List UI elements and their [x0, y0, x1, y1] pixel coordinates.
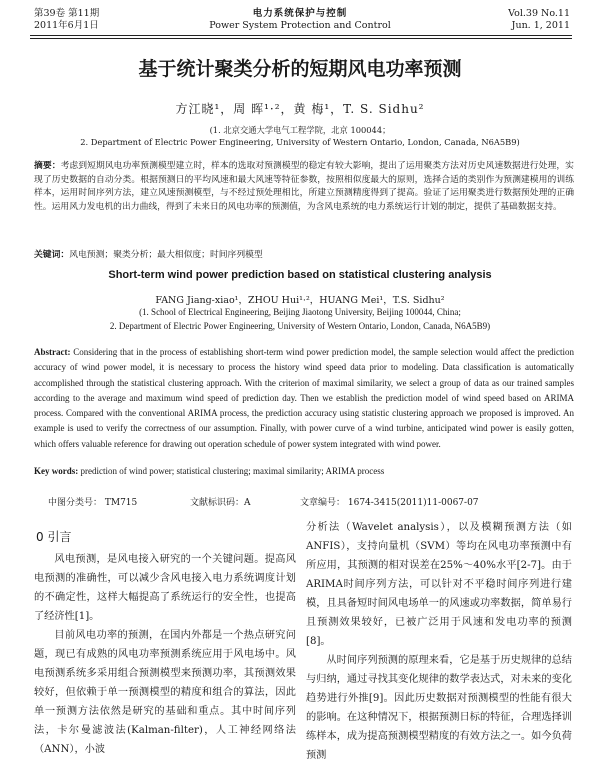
section-heading-introduction: 0 引言 [36, 530, 72, 544]
header-volume-en [508, 8, 570, 32]
affiliation-en-1: (1. School of Electrical Engineering, Beijing Jiaotong University, Beijing 100044, China; [139, 307, 461, 317]
header-rule-top [30, 35, 572, 36]
keywords-en [34, 466, 574, 476]
body-left-column [34, 550, 296, 759]
affiliation-en-2: 2. Department of Electric Power Engineering, University of Western Ontario, London, Canada, N6A5B9) [109, 321, 491, 331]
authors-en: FANG Jiang-xiao¹，ZHOU Hui¹·²，HUANG Mei¹，T.S. Sidhu² [155, 295, 445, 306]
header-volume-number: Vol.39 No.11 [508, 8, 570, 19]
clc-number: 中图分类号： TM715 [48, 498, 138, 508]
keywords-cn-label: 关键词： [34, 250, 70, 260]
article-number: 文章编号： 1674-3415(2011)11-0067-07 [300, 498, 479, 508]
keywords-en-label: Key words: [34, 466, 79, 476]
journal-name-cn: 电力系统保护与控制 [252, 8, 348, 19]
paper-title-en: Short-term wind power prediction based on statistical clustering analysis [108, 269, 492, 281]
abstract-en [34, 345, 574, 452]
header-date-cn: 2011年6月1日 [34, 20, 99, 31]
keywords-cn [34, 247, 574, 260]
abstract-cn-text: 考虑到短期风电功率预测模型建立时，样本的选取对预测模型的稳定有较大影响，提出了运用聚类方法对历史风速数据进行处理，实现了历史数据的自动分类。根据预测日的平均风速和最大风速等特征参数，按照相似度最大的原则，选择合适的类别作为预测建模用的训练样本，运用时间序列方法，建立风速预测模型，与不经过预处理相比，所建立预测精度得到了提高。验证了运用聚类进行数据预处理的正确性。运用风力发电机的出力曲线，得到了未来日的风电功率的预测值，为含风电系统的电力系统运行计划的制定，提供了基础数据支持。 [34, 161, 574, 212]
affiliation-cn-2: 2. Department of Electric Power Engineering, University of Western Ontario, London, Canada, N6A5B9) [80, 137, 520, 147]
document-code: 文献标识码：A [190, 498, 251, 508]
authors-cn: 方江晓¹，周 晖¹·²，黄 梅¹，T. S. Sidhu² [175, 102, 425, 116]
body-right-column [306, 518, 572, 765]
keywords-en-text: prediction of wind power; statistical clustering; maximal similarity; ARIMA process [80, 466, 385, 476]
journal-name-en: Power System Protection and Control [209, 20, 391, 31]
paper-title-cn: 基于统计聚类分析的短期风电功率预测 [138, 58, 462, 80]
affiliation-cn-1: (1. 北京交通大学电气工程学院，北京 100044； [209, 125, 391, 135]
body-paragraph: 目前风电功率的预测，在国内外都是一个热点研究问题，现已有成熟的风电功率预测系统应用于风电场中。风电预测系统多采用组合预测模型来预测功率，其预测效果较好，但依赖于单一预测模型的精度和组合的算法，因此单一预测方法依然是研究的基础和重点。其中时间序列法，卡尔曼滤波法(Kalman-filter)，人工神经网络法（ANN），小波 [34, 630, 296, 755]
header-volume-cn: 第39卷 第11期 [34, 8, 100, 19]
header-date-en: Jun. 1, 2011 [511, 20, 570, 31]
header-rule-bottom [30, 38, 572, 39]
body-paragraph: 分析法（Wavelet analysis），以及模糊预测方法（如ANFIS），支持向量机（SVM）等均在风电功率预测中有所应用，其预测的相对误差在25%～40%水平[2-7]。由于ARIMA时间序列方法，可以针对不平稳时间序列进行建模，且具备短时间风电场单一的风速或功率数据，简单易行且预测效果较好，已被广泛用于风速和发电功率的预测[8]。 [306, 522, 572, 647]
abstract-en-label: Abstract: [34, 347, 71, 357]
body-paragraph: 从时间序列预测的原理来看，它是基于历史规律的总结与归纳，通过寻找其变化规律的数学表达式，对未来的变化趋势进行外推[9]。因此历史数据对预测模型的性能有很大的影响。在这种情况下，根据预测日标的特征，合理选择训练样本，成为提高预测模型精度的有效方法之一。如今负荷预测 [306, 655, 572, 761]
keywords-cn-text: 风电预测；聚类分析；最大相似度；时间序列模型 [69, 250, 263, 260]
abstract-cn-label: 摘要： [34, 161, 61, 171]
body-paragraph: 风电预测，是风电接入研究的一个关键问题。提高风电预测的准确性，可以减少含风电接入电力系统调度计划的不确定性，这样大幅提高了系统运行的安全性，也提高了经济性[1]。 [34, 554, 296, 622]
abstract-en-text: Considering that in the process of establishing short-term wind power prediction model, the sample selection would affect the prediction accuracy of wind power model, it is necessary to process the history wind speed data prior to modeling. Data classification is automatically accomplished through the statistical clustering approach. With the criterion of maximal similarity, we select a group of data as our trained samples according to the average and maximum wind speed of prediction day. Then we establish the prediction model of wind speed based on ARIMA process. Compared with the conventional ARIMA process, the prediction accuracy using statistic clustering approach we proposed is improved. An example is used to verify the correctness of our assumption. Finally, with power curve of a wind turbine, anticipated wind power is easily gotten, which offers valuable reference for drawing out operation schedule of power system integrated with wind power. [34, 347, 574, 449]
abstract-cn [34, 160, 574, 214]
